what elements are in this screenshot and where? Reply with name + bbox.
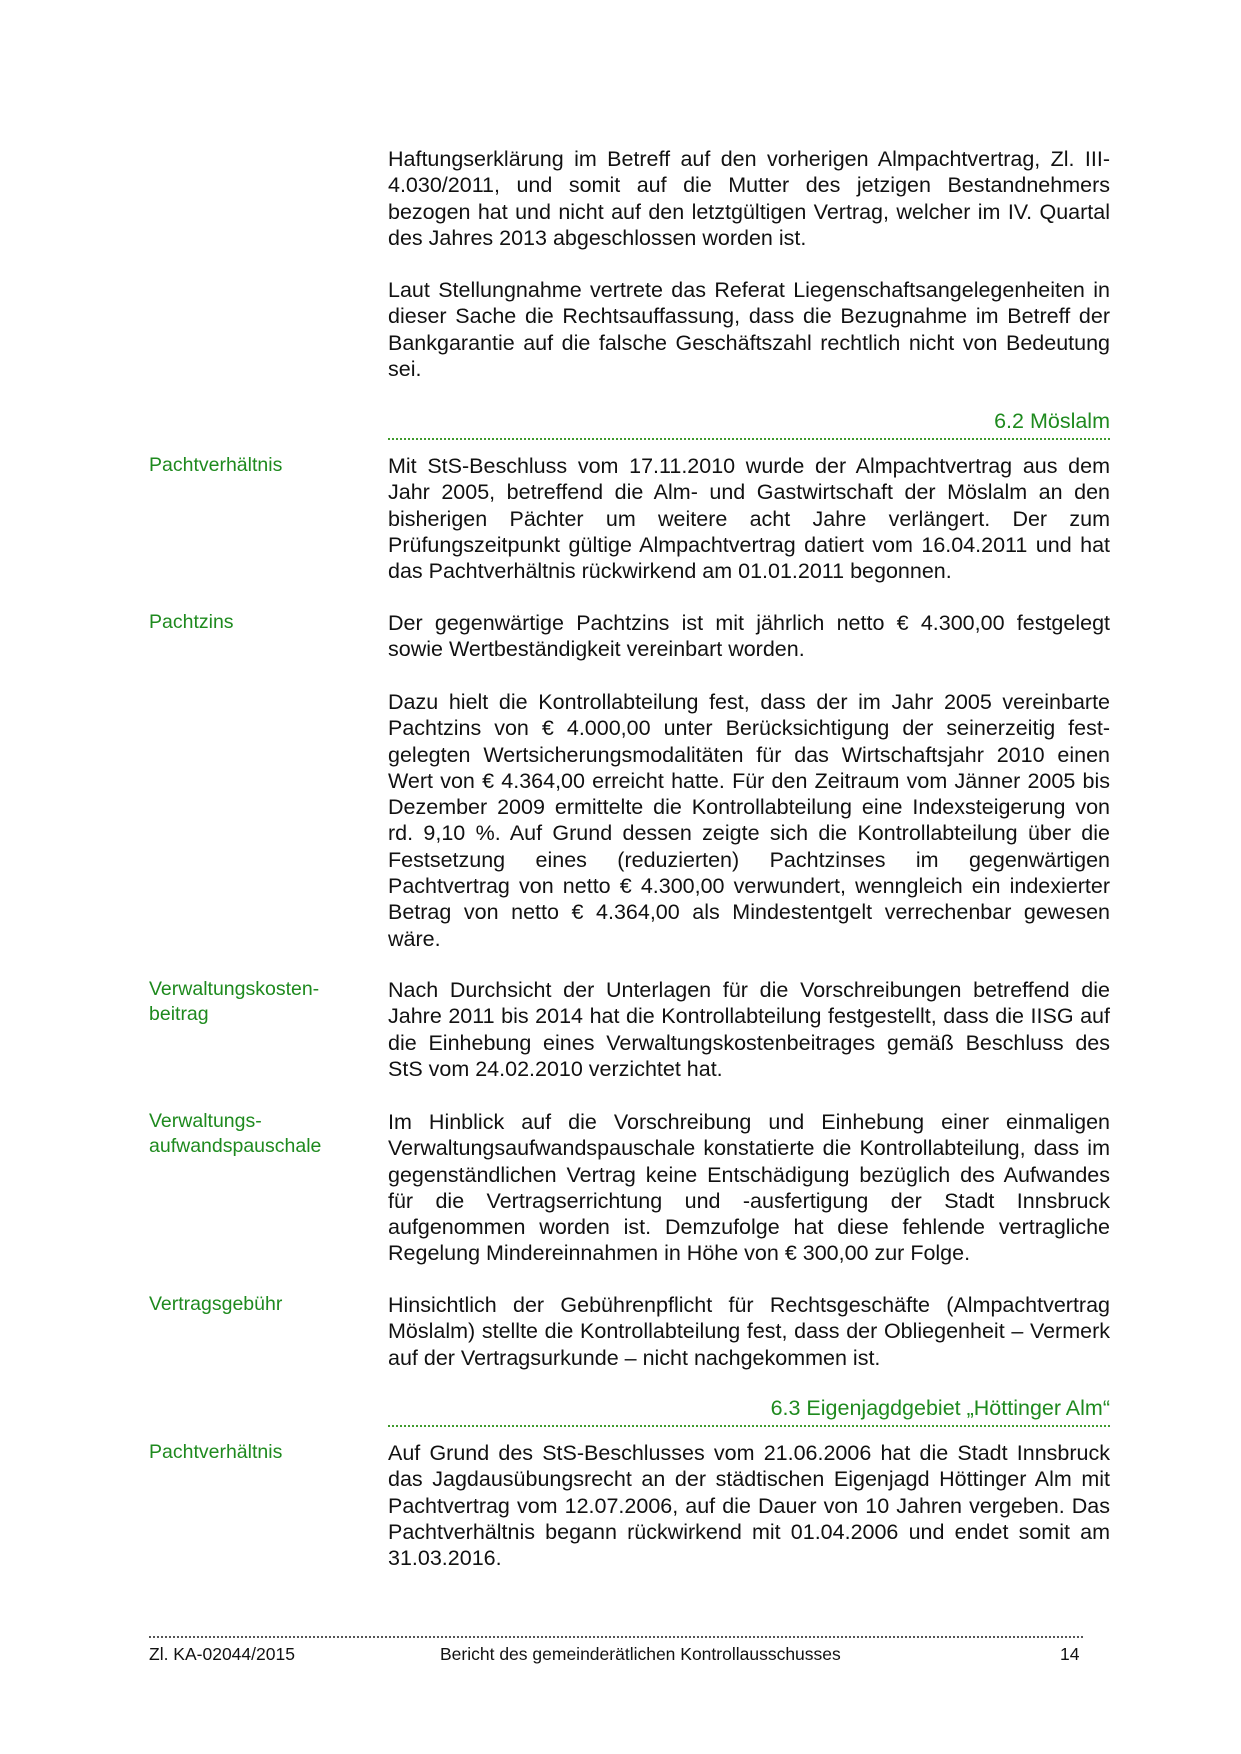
paragraph-text: Der gegenwärtige Pachtzins ist mit jährlich netto € 4.300,00 festgelegt sowie Wertbeständigkeit vereinbart worden.: [388, 611, 1110, 662]
sidenote-line: beitrag: [149, 1003, 209, 1025]
paragraph-text: Hinsichtlich der Gebührenpflicht für Rechtsgeschäfte (Almpachtvertrag Möslalm) stellte die Kontrollabteilung fest, dass der Obliegenheit – Vermerk auf der Vertragsurkunde – nicht nachgekommen ist.: [388, 1293, 1110, 1370]
footer-reference: Zl. KA-02044/2015: [149, 1644, 295, 1664]
paragraph-text: Im Hinblick auf die Vorschreibung und Einhebung einer einmaligen Verwaltungsaufwandspauschale konstatierte die Kontrollabteilung, dass im gegenständlichen Vertrag keine Entschädigung bezüglich des Aufwandes für die Vertragserrichtung und -ausfertigung der Stadt Innsbruck aufgenommen worden ist. Demzufolge hat diese fehlende vertragliche Regelung Mindereinnahmen in Höhe von € 300,00 zur Folge.: [388, 1110, 1110, 1266]
section-heading-6-3: 6.3 Eigenjagdgebiet „Höttinger Alm“: [770, 1396, 1110, 1420]
paragraph-pachtverhaeltnis-jagd: [388, 1440, 1110, 1571]
paragraph-text: Dazu hielt die Kontrollabteilung fest, dass der im Jahr 2005 vereinbarte Pachtzins von € 4.000,00 unter Berücksichtigung der seinerzeitig festgelegten Wertsicherungsmodalitäten für das Wirtschaftsjahr 2010 einen Wert von € 4.364,00 erreicht hatte. Für den Zeitraum vom Jänner 2005 bis Dezember 2009 ermittelte die Kontrollabteilung eine Indexsteigerung von rd. 9,10 %. Auf Grund dessen zeigte sich die Kontrollabteilung über die Festsetzung eines (reduzierten) Pachtzinses im gegenwärtigen Pachtvertrag von netto € 4.300,00 verwundert, wenngleich ein indexierter Betrag von netto € 4.364,00 als Mindestentgelt verrechenbar gewesen wäre.: [388, 690, 1110, 951]
paragraph-text: Mit StS-Beschluss vom 17.11.2010 wurde der Almpachtvertrag aus dem Jahr 2005, betreffend die Alm- und Gastwirtschaft der Möslalm an den bisherigen Pächter um weitere acht Jahre verlängert. Der zum Prüfungszeitpunkt gültige Almpachtvertrag datiert vom 16.04.2011 und hat das Pachtverhältnis rückwirkend am 01.01.2011 begonnen.: [388, 454, 1110, 584]
sidenote-pachtverhaeltnis: Pachtverhältnis: [149, 454, 283, 476]
section-divider: [388, 1425, 1110, 1427]
sidenote-verwaltungsaufwandspauschale: [149, 1109, 359, 1159]
footer-page-number: 14: [1060, 1644, 1080, 1664]
paragraph-verwaltungskostenbeitrag: [388, 977, 1110, 1082]
paragraph-haftungserklaerung: [388, 146, 1110, 251]
paragraph-vertragsgebuehr: [388, 1292, 1110, 1371]
sidenote-line: Verwaltungskosten-: [149, 978, 320, 1000]
footer-report-title: Bericht des gemeinderätlichen Kontrollausschusses: [440, 1644, 841, 1664]
footer-divider: [149, 1636, 1083, 1638]
paragraph-text: Auf Grund des StS-Beschlusses vom 21.06.2006 hat die Stadt Innsbruck das Jagdausübungsrecht an der städtischen Eigenjagd Höttinger Alm mit Pachtvertrag vom 12.07.2006, auf die Dauer von 10 Jahren vergeben. Das Pachtverhältnis begann rückwirkend mit 01.04.2006 und endet somit am 31.03.2016.: [388, 1441, 1110, 1571]
sidenote-line: aufwandspauschale: [149, 1135, 322, 1157]
paragraph-stellungnahme: [388, 277, 1110, 382]
paragraph-text: Haftungserklärung im Betreff auf den vorherigen Almpachtvertrag, Zl. III-4.030/2011, und somit auf die Mutter des jetzigen Bestandnehmers bezogen hat und nicht auf den letztgültigen Vertrag, welcher im IV. Quartal des Jahres 2013 abgeschlossen worden ist.: [388, 147, 1110, 250]
paragraph-text: Nach Durchsicht der Unterlagen für die Vorschreibungen betreffend die Jahre 2011 bis 2014 hat die Kontrollabteilung festgestellt, dass die IISG auf die Einhebung eines Verwaltungskostenbeitrages gemäß Beschluss des StS vom 24.02.2010 verzichtet hat.: [388, 978, 1110, 1081]
sidenote-vertragsgebuehr: Vertragsgebühr: [149, 1293, 283, 1315]
section-heading-6-2: 6.2 Möslalm: [994, 409, 1110, 433]
paragraph-text: Laut Stellungnahme vertrete das Referat Liegenschaftsangelegenheiten in dieser Sache die Rechtsauffassung, dass die Bezugnahme im Betreff der Bankgarantie auf die falsche Geschäftszahl rechtlich nicht von Bedeutung sei.: [388, 278, 1110, 381]
paragraph-verwaltungsaufwandspauschale: [388, 1109, 1110, 1267]
sidenote-pachtverhaeltnis-jagd: Pachtverhältnis: [149, 1441, 283, 1463]
sidenote-verwaltungskostenbeitrag: [149, 977, 359, 1027]
paragraph-kontrollabteilung-fest: [388, 689, 1110, 952]
sidenote-line: Verwaltungs-: [149, 1110, 262, 1132]
paragraph-pachtzins: [388, 610, 1110, 663]
sidenote-pachtzins: Pachtzins: [149, 611, 234, 633]
paragraph-pachtverhaeltnis-moeslalm: [388, 453, 1110, 584]
section-divider: [388, 438, 1110, 440]
